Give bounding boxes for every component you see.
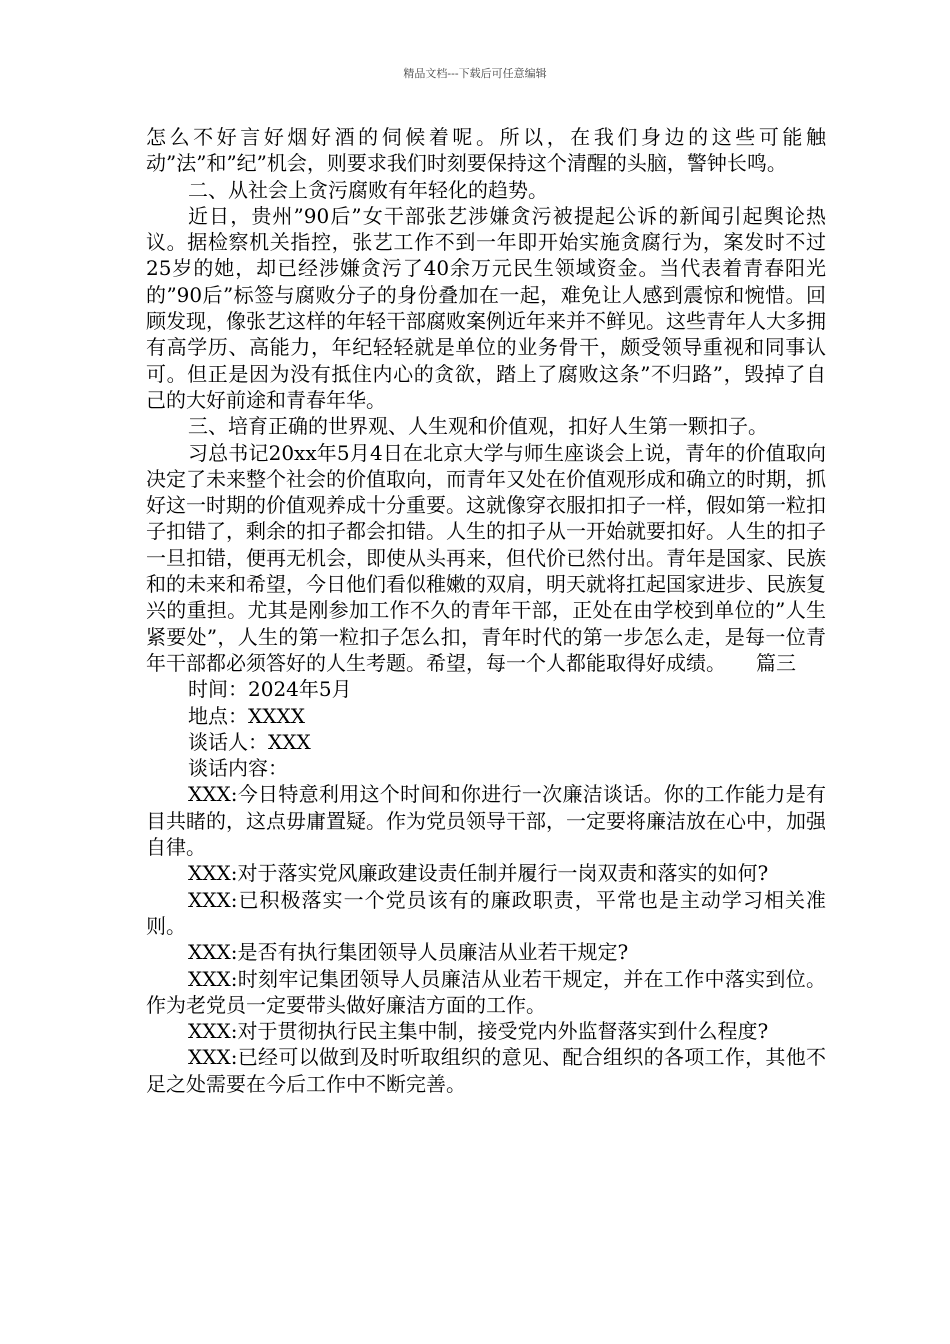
document-body xyxy=(146,124,826,1097)
paragraph: 习总书记20xx年5月4日在北京大学与师生座谈会上说，青年的价值取向决定了未来整个社会的价值取向，而青年又处在价值观形成和确立的时期，抓好这一时期的价值观养成十分重要。这就像穿衣服扣扣子一样，假如第一粒扣子扣错了，剩余的扣子都会扣错。人生的扣子从一开始就要扣好。人生的扣子一旦扣错，便再无机会，即使从头再来，但代价已然付出。青年是国家、民族和的未来和希望，今日他们看似稚嫩的双肩，明天就将扛起国家进步、民族复兴的重担。尤其是刚参加工作不久的青年干部，正处在由学校到单位的”人生紧要处”，人生的第一粒扣子怎么扣，青年时代的第一步怎么走，是每一位青年干部都必须答好的人生考题。希望，每一个人都能取得好成绩。 篇三 xyxy=(146,440,826,675)
meta-speaker: 谈话人：XXX xyxy=(188,729,311,754)
dialogue-line: XXX:今日特意利用这个时间和你进行一次廉洁谈话。你的工作能力是有目共睹的，这点毋庸置疑。作为党员领导干部，一定要将廉洁放在心中，加强自律。 xyxy=(146,782,826,860)
meta-time: 时间：2024年5月 xyxy=(188,677,352,702)
section-heading: 二、从社会上贪污腐败有年轻化的趋势。 xyxy=(188,177,548,202)
dialogue-line: XXX:是否有执行集团领导人员廉洁从业若干规定? xyxy=(188,940,629,965)
dialogue-line: XXX:时刻牢记集团领导人员廉洁从业若干规定，并在工作中落实到位。作为老党员一定要带头做好廉洁方面的工作。 xyxy=(146,966,826,1017)
dialogue-line: XXX:对于落实党风廉政建设责任制并履行一岗双责和落实的如何? xyxy=(188,861,769,886)
page-header: 精品文档---下载后可任意编辑 xyxy=(403,67,547,80)
dialogue-line: XXX:对于贯彻执行民主集中制，接受党内外监督落实到什么程度? xyxy=(188,1019,769,1044)
meta-content-label: 谈话内容： xyxy=(188,756,288,781)
paragraph: 怎么不好言好烟好酒的伺候着呢。所以，在我们身边的这些可能触动”法”和”纪”机会，则要求我们时刻要保持这个清醒的头脑，警钟长鸣。 xyxy=(146,125,826,176)
section-heading: 三、培育正确的世界观、人生观和价值观，扣好人生第一颗扣子。 xyxy=(188,414,768,439)
meta-location: 地点：XXXX xyxy=(188,703,305,728)
dialogue-line: XXX:已积极落实一个党员该有的廉政职责，平常也是主动学习相关准则。 xyxy=(146,887,826,938)
paragraph: 近日，贵州”90后”女干部张艺涉嫌贪污被提起公诉的新闻引起舆论热议。据检察机关指控，张艺工作不到一年即开始实施贪腐行为，案发时不过25岁的她，却已经涉嫌贪污了40余万元民生领域资金。当代表着青春阳光的”90后”标签与腐败分子的身份叠加在一起，难免让人感到震惊和惋惜。回顾发现，像张艺这样的年轻干部腐败案例近年来并不鲜见。这些青年人大多拥有高学历、高能力，年纪轻轻就是单位的业务骨干，颇受领导重视和同事认可。但正是因为没有抵住内心的贪欲，踏上了腐败这条”不归路”，毁掉了自己的大好前途和青春年华。 xyxy=(146,203,826,412)
dialogue-line: XXX:已经可以做到及时听取组织的意见、配合组织的各项工作，其他不足之处需要在今后工作中不断完善。 xyxy=(146,1045,826,1096)
